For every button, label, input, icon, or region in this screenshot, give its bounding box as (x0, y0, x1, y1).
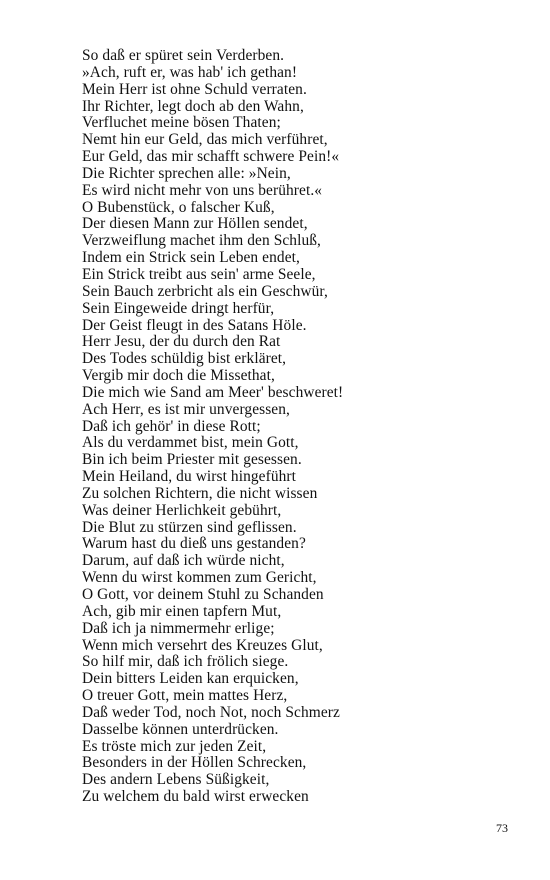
poem-line: Mein Herr ist ohne Schuld verraten. (82, 80, 307, 98)
poem-line: Dasselbe können unterdrücken. (82, 720, 279, 738)
poem-line: Sein Bauch zerbricht als ein Geschwür, (82, 282, 328, 300)
poem-line: Die Richter sprechen alle: »Nein, (82, 164, 291, 182)
poem-line: Ach, gib mir einen tapfern Mut, (82, 602, 282, 620)
page-number: 73 (496, 821, 508, 835)
poem-line: Die mich wie Sand am Meer' beschweret! (82, 383, 344, 401)
poem-line: Ihr Richter, legt doch ab den Wahn, (82, 97, 304, 115)
poem-line: Herr Jesu, der du durch den Rat (82, 333, 281, 351)
poem-line: So daß er spüret sein Verderben. (82, 47, 285, 64)
poem-line: So hilf mir, daß ich frölich siege. (82, 653, 289, 671)
poem-line: Wenn mich versehrt des Kreuzes Glut, (82, 636, 323, 654)
poem-line: Warum hast du dieß uns gestanden? (82, 535, 306, 553)
poem-line: Ach Herr, es ist mir unvergessen, (82, 400, 290, 418)
poem-line: »Ach, ruft er, was hab' ich gethan! (82, 63, 298, 81)
poem-line: Des Todes schüldig bist erkläret, (82, 350, 287, 368)
poem-line: Dein bitters Leiden kan erquicken, (82, 670, 299, 688)
poem-line: O Bubenstück, o falscher Kuß, (82, 198, 275, 216)
poem-line: Daß ich ja nimmermehr erlige; (82, 619, 275, 637)
poem-line: Nemt hin eur Geld, das mich verführet, (82, 131, 328, 149)
poem-line: O treuer Gott, mein mattes Herz, (82, 687, 288, 705)
poem-line: O Gott, vor deinem Stuhl zu Schanden (82, 586, 324, 603)
poem-line: Eur Geld, das mir schafft schwere Pein!« (82, 148, 340, 166)
poem-line: Die Blut zu stürzen sind geflissen. (82, 518, 297, 536)
poem-line: Es tröste mich zur jeden Zeit, (82, 737, 267, 755)
poem-line: Zu welchem du bald wirst erwecken (82, 788, 309, 806)
poem-line: Der diesen Mann zur Höllen sendet, (82, 215, 308, 233)
poem-line: Zu solchen Richtern, die nicht wissen (82, 484, 318, 502)
poem-line: Mein Heiland, du wirst hingeführt (82, 468, 297, 486)
poem-line: Daß ich gehör' in diese Rott; (82, 417, 261, 435)
poem-line: Wenn du wirst kommen zum Gericht, (82, 569, 317, 587)
poem-line: Ein Strick treibt aus sein' arme Seele, (82, 265, 316, 283)
poem-line: Indem ein Strick sein Leben endet, (82, 249, 300, 267)
poem-line: Der Geist fleugt in des Satans Höle. (82, 316, 307, 334)
poem-line: Daß weder Tod, noch Not, noch Schmerz (82, 703, 340, 721)
poem-line: Besonders in der Höllen Schrecken, (82, 754, 307, 772)
poem-line: Verzweiflung machet ihm den Schluß, (82, 232, 321, 250)
poem-line: Als du verdammet bist, mein Gott, (82, 434, 299, 452)
poem-line: Was deiner Herlichkeit gebührt, (82, 501, 282, 519)
poem-line: Es wird nicht mehr von uns berühret.« (82, 181, 323, 199)
poem-line: Vergib mir doch die Missethat, (82, 367, 275, 385)
poem-line: Darum, auf daß ich würde nicht, (82, 552, 285, 570)
poem-line: Bin ich beim Priester mit gesessen. (82, 451, 302, 469)
poem-line: Verfluchet meine bösen Thaten; (82, 114, 281, 132)
poem-line: Sein Eingeweide dringt herfür, (82, 299, 275, 317)
poem-line: Des andern Lebens Süßigkeit, (82, 771, 270, 789)
poem-text (82, 48, 522, 806)
